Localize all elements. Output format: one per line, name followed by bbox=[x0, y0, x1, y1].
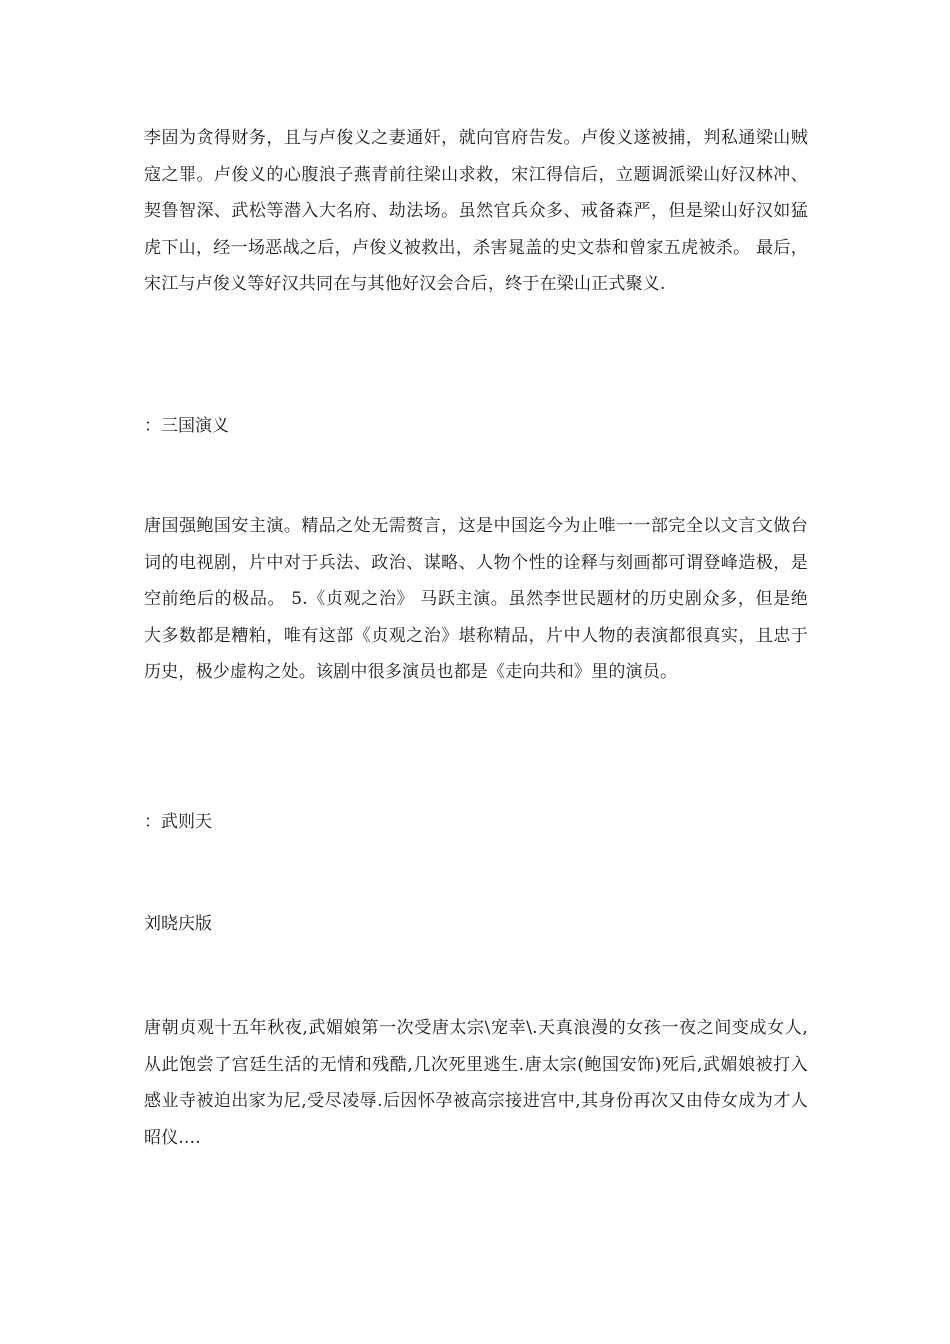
section-heading: ：三国演义 bbox=[144, 416, 229, 436]
section-subheading: 刘晓庆版 bbox=[144, 914, 212, 934]
body-paragraph: 唐朝贞观十五年秋夜,武媚娘第一次受唐太宗\宠幸\.天真浪漫的女孩一夜之间变成女人,从此饱尝了宫廷生活的无情和残酷,几次死里逃生.唐太宗(鲍国安饰)死后,武媚娘被打入感业寺被迫出家为尼,受尽凌辱.后因怀孕被高宗接进宫中,其身份再次又由侍女成为才人昭仪.... bbox=[144, 1018, 808, 1148]
body-paragraph: 李固为贪得财务，且与卢俊义之妻通奸，就向官府告发。卢俊义遂被捕，判私通梁山贼寇之罪。卢俊义的心腹浪子燕青前往梁山求救，宋江得信后，立题调派梁山好汉林冲、契鲁智深、武松等潜入大名府、劫法场。虽然官兵众多、戒备森严，但是梁山好汉如猛虎下山，经一场恶战之后，卢俊义被救出，杀害晁盖的史文恭和曾家五虎被杀。 最后，宋江与卢俊义等好汉共同在与其他好汉会合后，终于在梁山正式聚义. bbox=[144, 128, 808, 294]
body-paragraph: 唐国强鲍国安主演。精品之处无需赘言，这是中国迄今为止唯一一部完全以文言文做台词的电视剧，片中对于兵法、政治、谋略、人物个性的诠释与刻画都可谓登峰造极，是空前绝后的极品。 5.《贞观之治》 马跃主演。虽然李世民题材的历史剧众多，但是绝大多数都是糟粕，唯有这部《贞观之治》堪称精品，片中人物的表演都很真实，且忠于历史，极少虚构之处。该剧中很多演员也都是《走向共和》里的演员。 bbox=[144, 516, 808, 682]
section-heading: ：武则天 bbox=[144, 812, 212, 832]
